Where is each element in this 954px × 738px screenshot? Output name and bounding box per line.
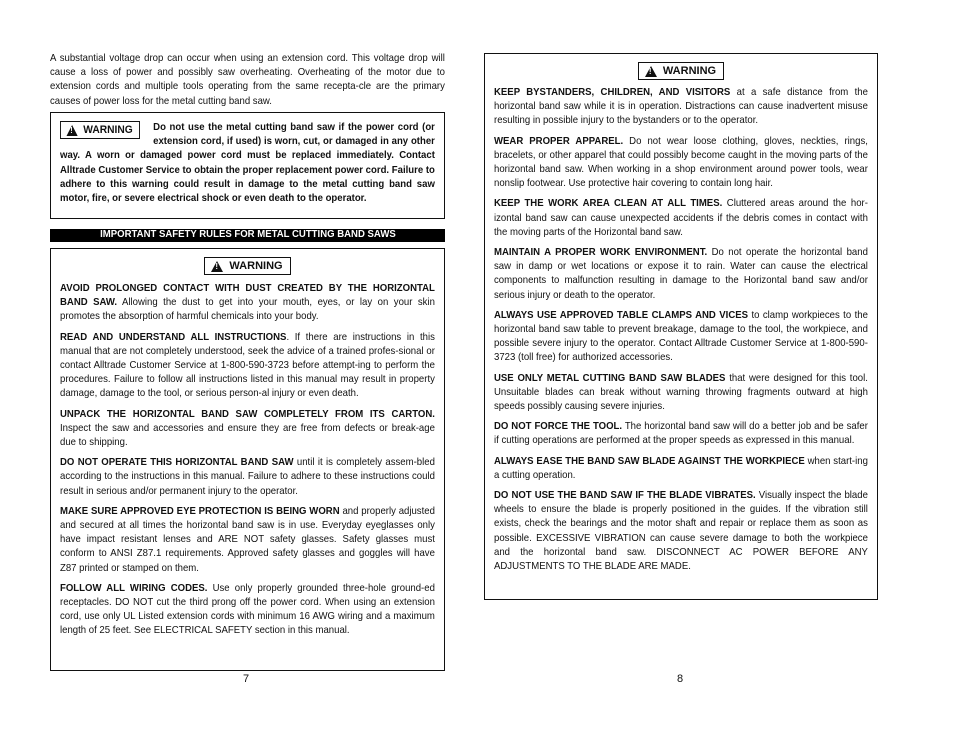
warning-triangle-icon: [645, 66, 657, 77]
warning-badge: ! WARNING: [60, 121, 140, 139]
rule-paragraph: KEEP THE WORK AREA CLEAN AT ALL TIMES. Cluttered areas around the hor-izontal band saw can cause unexpected accidents if the debris comes in contact with the moving parts of the Horizontal band saw.: [494, 198, 868, 238]
rule-paragraph: MAINTAIN A PROPER WORK ENVIRONMENT. Do not operate the horizontal band saw in damp or wet locations or expose it to rain. Water can cause the electrical components to malfunction resulting in damage to the Horizontal band saw and/or serious injury or death to the operator.: [494, 247, 868, 301]
warning-triangle-icon: [211, 261, 223, 272]
rule-paragraph: KEEP BYSTANDERS, CHILDREN, AND VISITORS at a safe distance from the horizontal band saw while it is in operation. Distractions can cause inadvertent misuse resulting in possible injury to the bystanders or to the operator.: [494, 87, 868, 127]
power-cord-warning-box: [50, 112, 445, 219]
warning-triangle-icon: [67, 125, 78, 136]
safety-rules-box-right: [484, 53, 878, 600]
rule-paragraph: ALWAYS EASE THE BAND SAW BLADE AGAINST THE WORKPIECE when start-ing a cutting operation.: [494, 455, 868, 481]
warning-badge: ! WARNING: [204, 257, 290, 275]
rule-paragraph: READ AND UNDERSTAND ALL INSTRUCTIONS. If there are instructions in this manual that are not completely understood, seek the advice of a trained profes-sional or contact Alltrade Customer Service at 1-800-590-3723 before attempt-ing to perform the procedures. Failure to follow all instructions listed in this manual may result in property damage, damage to the tool, or serious person-al injury or even death.: [60, 331, 435, 400]
rule-paragraph: ALWAYS USE APPROVED TABLE CLAMPS AND VICES to clamp workpieces to the horizontal band saw table to prevent breakage, damage to the tool, the workpiece, and possible severe injury to the operator. Contact Alltrade Customer Service at 1-800-590-3723 (toll free) for authorized accessories.: [494, 309, 868, 364]
intro-paragraph: A substantial voltage drop can occur when using an extension cord. This voltage drop will cause a loss of power and possibly saw overheating. Overheating of the motor due to extension cords and multiple tools operating from the same recepta-cle are the primary causes of power loss for the metal cutting band saw.: [50, 53, 445, 107]
rule-paragraph: AVOID PROLONGED CONTACT WITH DUST CREATED BY THE HORIZONTAL BAND SAW. Allowing the dust to get into your mouth, eyes, or lay on your skin promotes the absorption of harmful chemicals into your body.: [60, 283, 435, 323]
rule-paragraph: UNPACK THE HORIZONTAL BAND SAW COMPLETELY FROM ITS CARTON. Inspect the saw and accessories and ensure they are free from defects or break-age due to shipping.: [60, 408, 435, 449]
rules-list-left: [60, 282, 435, 639]
rule-paragraph: MAKE SURE APPROVED EYE PROTECTION IS BEING WORN and properly adjusted and secured at all times the horizontal band saw is in use. Everyday eyeglasses only have impact resistant lenses and ARE NOT safety glasses. Safety glasses must conform to ANSI Z87.1 requirements. Approved safety glasses and goggles will have Z87 printed or stamped on them.: [60, 505, 435, 574]
warning-badge: ! WARNING: [638, 62, 724, 80]
rule-paragraph: DO NOT FORCE THE TOOL. The horizontal band saw will do a better job and be safer if cutting operations are performed at the proper speeds as expressed in this manual.: [494, 421, 868, 447]
rules-list-right: [494, 86, 868, 574]
page-number-left: 7: [243, 673, 250, 685]
page-number-right: 8: [677, 673, 684, 685]
power-cord-warning-text: Do not use the metal cutting band saw if the power cord (or extension cord, if used) is worn, cut, or damaged in any other way. A worn or damaged power cord must be replaced immediately. Contact Alltrade Customer Service to obtain the proper replacement power cord. Failure to adhere to this warning could result in damage to the metal cutting band saw motor, fire, or severe electrical shock or even death to the operator.: [60, 122, 435, 205]
rule-paragraph: WEAR PROPER APPAREL. Do not wear loose clothing, gloves, neckties, rings, bracelets, or other apparel that could possibly become caught in the moving parts of the horizontal band saw. When working in a shop environment around power tools, wear nonslip footwear. Use protective hair covering to contain long hair.: [494, 135, 868, 190]
rule-paragraph: DO NOT USE THE BAND SAW IF THE BLADE VIBRATES. Visually inspect the blade wheels to ensure the blade is properly positioned in the guides. If the vibration still exists, check the bearings and the motor shaft and repair or replace them as soon as possible. EXCESSIVE VIBRATION can cause severe damage to both the workpiece and the horizontal band saw. DISCONNECT AC POWER BEFORE ANY ADJUSTMENTS TO THE BLADE ARE MADE.: [494, 490, 868, 573]
rule-paragraph: FOLLOW ALL WIRING CODES. Use only properly grounded three-hole ground-ed receptacles. DO NOT cut the third prong off the power cord. When using an extension cord, use only UL Listed extension cords with minimum 16 AWG wiring and a maximum length of 25 feet. See ELECTRICAL SAFETY section in this manual.: [60, 582, 435, 637]
rule-paragraph: DO NOT OPERATE THIS HORIZONTAL BAND SAW until it is completely assem-bled according to the instructions in this manual. Failure to adhere to these instructions could result in serious and/or permanent injury to the operator.: [60, 457, 435, 497]
section-title-bar: IMPORTANT SAFETY RULES FOR METAL CUTTING BAND SAWS: [50, 229, 445, 242]
rule-paragraph: USE ONLY METAL CUTTING BAND SAW BLADES that were designed for this tool. Unsuitable blades can break without warning throwing fragments outward at high speeds possibly causing severe injuries.: [494, 372, 868, 413]
safety-rules-box-left: [50, 248, 445, 671]
